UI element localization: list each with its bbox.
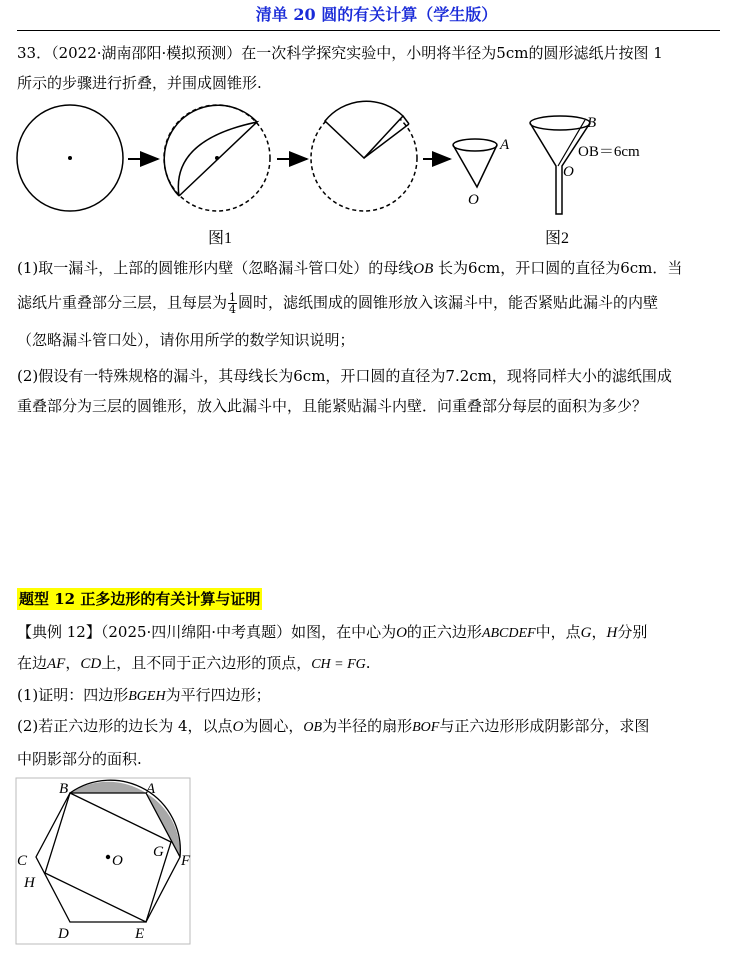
text-run: 为圆心， bbox=[243, 717, 304, 735]
text-run: 与正六边形形成阴影部分，求图 bbox=[439, 717, 650, 735]
fig2-funnel bbox=[530, 116, 590, 214]
figure-frame bbox=[16, 778, 190, 944]
text-run: 分别 bbox=[617, 623, 648, 641]
text-run: (1)取一漏斗，上部的圆锥形内壁（忽略漏斗管口处）的母线 bbox=[17, 259, 414, 277]
fraction-numerator: 1 bbox=[229, 291, 237, 304]
text-run: 上，且不同于正六边形的顶点， bbox=[101, 654, 312, 672]
fig2-label-b: B bbox=[587, 115, 597, 131]
ex12-line2 bbox=[17, 653, 727, 675]
q33-part2-line2: 重叠部分为三层的圆锥形，放入此漏斗中，且能紧贴漏斗内壁．问重叠部分每层的面积为多少？ bbox=[17, 397, 648, 415]
section-title: 题型 12 正多边形的有关计算与证明 bbox=[19, 590, 261, 608]
text-run: 长为6cm，开口圆的直径为6cm．当 bbox=[433, 259, 683, 277]
var-abcdef: ABCDEF bbox=[481, 626, 536, 641]
label-a: A bbox=[146, 781, 156, 797]
text-run: (1)证明：四边形 bbox=[17, 686, 129, 704]
fig1-label-a: A bbox=[500, 137, 510, 153]
q33-part1-line3: （忽略漏斗管口处），请你用所学的数学知识说明； bbox=[17, 331, 355, 349]
ex12-part2-line2: 中阴影部分的面积. bbox=[17, 750, 142, 768]
center-point-o bbox=[106, 855, 110, 859]
header-divider bbox=[17, 30, 720, 31]
fig2-label-o: O bbox=[563, 164, 574, 180]
q33-part1-line2 bbox=[17, 292, 727, 315]
label-b: B bbox=[59, 781, 69, 797]
label-g: G bbox=[153, 844, 164, 860]
var-ob: OB bbox=[413, 261, 434, 277]
label-c: C bbox=[17, 853, 28, 869]
text-run: 滤纸片重叠部分三层，且每层为 bbox=[17, 293, 228, 312]
ex12-part1 bbox=[17, 685, 727, 707]
label-f: F bbox=[181, 853, 191, 869]
text-run: 为平行四边形； bbox=[165, 686, 271, 704]
fig2-equation: OB＝6cm bbox=[578, 144, 640, 160]
fig1-cone bbox=[453, 139, 497, 187]
shaded-region-ba bbox=[70, 782, 146, 793]
fraction-denominator: 4 bbox=[229, 303, 237, 316]
var-cd: CD bbox=[80, 656, 102, 672]
text-run: 【典例 12】（2025·四川绵阳·中考真题）如图，在中心为 bbox=[17, 623, 397, 641]
label-h: H bbox=[24, 875, 35, 891]
var-bof: BOF bbox=[412, 720, 440, 735]
var-o: O bbox=[396, 625, 407, 641]
text-run: ， bbox=[65, 654, 81, 672]
var-g: G bbox=[580, 625, 592, 641]
label-d: D bbox=[58, 926, 69, 942]
label-e: E bbox=[135, 926, 145, 942]
var-h: H bbox=[606, 625, 618, 641]
fraction-one-quarter bbox=[228, 292, 237, 315]
fig1-label-o: O bbox=[468, 192, 479, 208]
var-ob: OB bbox=[303, 720, 323, 735]
q33-figures bbox=[0, 100, 753, 250]
text-run: 为半径的扇形 bbox=[322, 717, 413, 735]
fig1-step1-circle bbox=[17, 105, 123, 211]
fig1-step3-sector bbox=[311, 101, 417, 211]
q33-part1-line1 bbox=[17, 258, 727, 279]
var-af: AF bbox=[47, 656, 66, 672]
fig2-caption: 图2 bbox=[545, 230, 570, 247]
ex12-part2-line1 bbox=[17, 716, 727, 738]
page-title: 清单 20 圆的有关计算（学生版） bbox=[255, 5, 498, 24]
label-o: O bbox=[112, 853, 123, 869]
text-run: . bbox=[365, 654, 371, 672]
fig1-caption: 图1 bbox=[208, 230, 233, 247]
q33-intro-line2: 所示的步骤进行折叠，并围成圆锥形. bbox=[17, 74, 262, 92]
text-run: 的正六边形 bbox=[406, 623, 482, 641]
fig1-step2-fold bbox=[164, 105, 270, 211]
ex12-line1 bbox=[17, 622, 727, 644]
q33-intro-line1: 33．（2022·湖南邵阳·模拟预测）在一次科学探究实验中，小明将半径为5cm的圆形滤纸片按图 1 bbox=[17, 44, 663, 62]
var-bgeh: BGEH bbox=[128, 689, 166, 704]
text-run: (2)若正六边形的边长为 4，以点 bbox=[17, 717, 233, 735]
var-o: O bbox=[232, 719, 244, 735]
text-run: 中，点 bbox=[535, 623, 581, 641]
text-run: ， bbox=[591, 623, 607, 641]
ex12-hexagon-figure bbox=[12, 776, 194, 948]
text-run: 在边 bbox=[17, 654, 48, 672]
equation-ch-fg: CH = FG bbox=[311, 657, 366, 672]
text-run: 圆时，滤纸围成的圆锥形放入该漏斗中，能否紧贴此漏斗的内壁 bbox=[238, 293, 659, 312]
q33-part2-line1: (2)假设有一特殊规格的漏斗，其母线长为6cm，开口圆的直径为7.2cm，现将同样大小的滤纸围成 bbox=[17, 367, 672, 385]
